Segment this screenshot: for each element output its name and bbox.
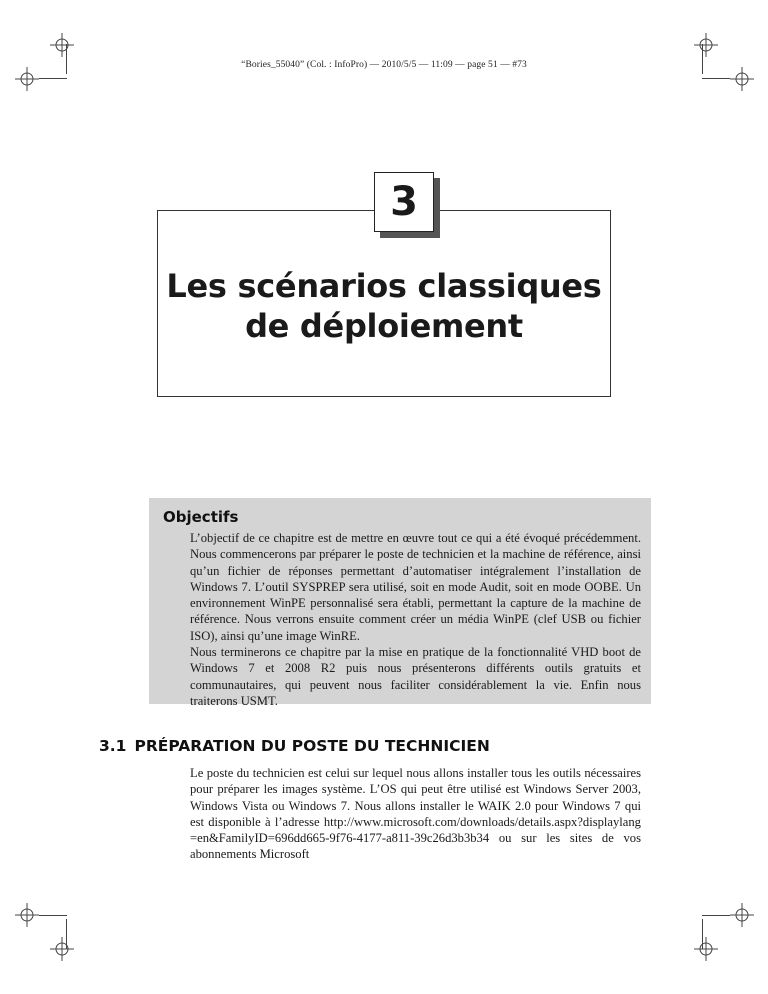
section-body-end: ou sur les sites de vos abonnements Microsoft <box>190 831 641 862</box>
trim-line <box>39 915 67 916</box>
chapter-title-line-1: Les scénarios classiques <box>166 267 602 305</box>
trim-line <box>702 915 730 916</box>
trim-line <box>702 919 703 949</box>
objectives-paragraph-1: L’objectif de ce chapitre est de mettre en œuvre tout ce qui a été évoqué précédemment. Nous commencerons par préparer le poste de technicien et la machine de référence, ainsi qu’un fichier de réponses permettant d’automatiser intégralement l’installation de Windows 7. L’outil SYSPREP sera utilisé, soit en mode Audit, soit en mode OOBE. Un environnement WinPE personnalisé sera établi, permettant la capture de la machine de référence. Nous verrons ensuite comment créer un média WinPE (clef USB ou fichier ISO), ainsi qu’une image WinRE. <box>190 531 641 643</box>
registration-mark-top-right <box>694 33 718 57</box>
trim-line <box>66 919 67 949</box>
chapter-title <box>157 266 611 346</box>
objectives-paragraph-2: Nous terminerons ce chapitre par la mise en pratique de la fonctionnalité VHD boot de Windows 7 et 2008 R2 puis nous présenterons différents outils gratuits et communautaires, qui peuvent nous faciliter considérablement la vie. Enfin nous traiterons USMT. <box>190 645 641 708</box>
objectives-text <box>190 530 641 709</box>
registration-mark-bottom-left <box>50 937 74 961</box>
chapter-title-line-2: de déploiement <box>245 307 523 345</box>
registration-mark-top-left <box>50 33 74 57</box>
running-head: “Bories_55040” (Col. : InfoPro) — 2010/5/5 — 11:09 — page 51 — #73 <box>241 60 527 70</box>
registration-mark-right-upper <box>730 67 754 91</box>
registration-mark-left-upper <box>15 67 39 91</box>
trim-line <box>39 78 67 79</box>
registration-mark-left-lower <box>15 903 39 927</box>
section-heading <box>99 737 490 755</box>
section-number: 3.1 <box>99 737 127 755</box>
registration-mark-right-lower <box>730 903 754 927</box>
registration-mark-bottom-right <box>694 937 718 961</box>
section-body-start: Le poste du technicien est celui sur lequel nous allons installer tous les outils nécessaires pour préparer les images système. L’OS qui peut être utilisé est Windows Server 2003, Windows Vista ou Windows 7. Nous allons installer le WAIK 2.0 pour Windows 7 qui est disponible à l’adresse <box>190 766 641 829</box>
download-link[interactable]: http://www.microsoft.com/downloads/details.aspx?displaylang=en&FamilyID=696dd665-9f76-4177-a811-39c26d3b3b34 <box>190 814 641 846</box>
section-title: PRÉPARATION DU POSTE DU TECHNICIEN <box>134 737 490 755</box>
trim-line <box>702 78 730 79</box>
objectives-heading: Objectifs <box>163 508 239 526</box>
chapter-number: 3 <box>374 172 434 232</box>
section-body <box>190 765 641 863</box>
